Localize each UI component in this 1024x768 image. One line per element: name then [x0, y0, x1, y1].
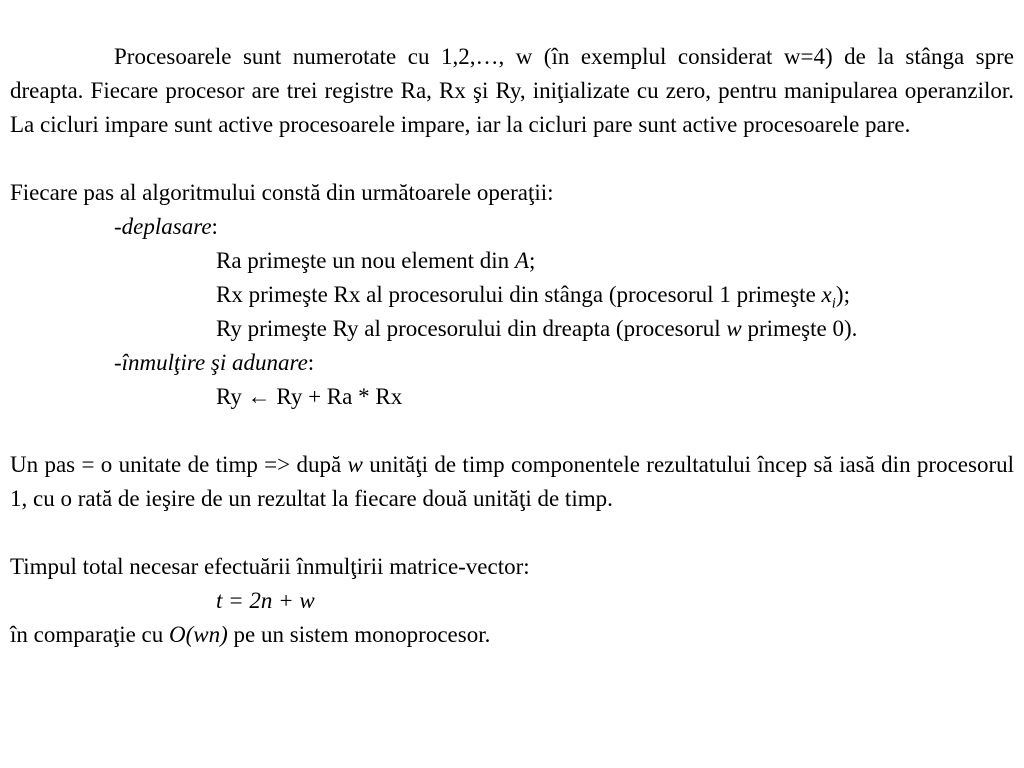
step-deplasare-ra [10, 244, 1014, 278]
step-colon: : [307, 350, 315, 375]
spacer [10, 414, 1014, 448]
document-body [10, 40, 1014, 652]
text-before: Un pas = o unitate de timp => după [10, 452, 348, 477]
line-end: ; [529, 248, 536, 273]
line-text: Rx primeşte Rx al procesorului din stânga (procesorul 1 primeşte [216, 282, 822, 307]
text-var: w [347, 452, 363, 477]
text-after: pe un sistem monoprocesor. [227, 622, 491, 647]
spacer [10, 516, 1014, 550]
text-var: O(wn) [169, 622, 228, 647]
line-var: w [726, 316, 742, 341]
step-dash: - [114, 350, 122, 375]
text-before: în comparaţie cu [10, 622, 170, 647]
paragraph-processors: Procesoarele sunt numerotate cu 1,2,…, w (în exemplul considerat w=4) de la stânga spre dreapta. Fiecare procesor are trei registre Ra, Rx şi Ry, iniţializate cu zero, pentru manipularea operanzilor. La cicluri impare sunt active procesoarele impare, iar la cicluri pare sunt active procesoarele pare. [10, 44, 1014, 137]
total-time-heading: Timpul total necesar efectuării înmulţirii matrice-vector: [10, 554, 530, 579]
step-deplasare-rx [10, 278, 1014, 312]
paragraph-time-step [10, 448, 1014, 516]
step-inmultire-formula: Ry ← Ry + Ra * Rx [216, 384, 403, 409]
step-dash: - [114, 214, 122, 239]
step-name: înmulţire şi adunare [121, 350, 308, 375]
line-text: Ra primeşte un nou element din [216, 248, 515, 273]
step-inmultire-heading [10, 346, 1014, 380]
line-end: ); [835, 282, 850, 307]
step-deplasare-ry [10, 312, 1014, 346]
total-time-formula [10, 584, 1014, 618]
text-after: unităţi de timp componentele rezultatului încep să iasă din procesorul 1, cu o rată de ieşire de un rezultat la fiecare două unităţi de timp. [10, 452, 1015, 511]
formula-text: t = 2n + w [216, 588, 315, 613]
step-deplasare-heading [10, 210, 1014, 244]
step-colon: : [211, 214, 218, 239]
line-var: x [821, 282, 832, 307]
total-time-comparison [10, 618, 1014, 652]
spacer [10, 142, 1014, 176]
steps-intro: Fiecare pas al algoritmului constă din următoarele operaţii: [10, 180, 554, 205]
step-name: deplasare [121, 214, 212, 239]
line-var: A [514, 248, 529, 273]
line-subscript: i [831, 295, 836, 312]
line-text: Ry primeşte Ry al procesorului din dreapta (procesorul [216, 316, 727, 341]
line-end: primeşte 0). [741, 316, 858, 341]
